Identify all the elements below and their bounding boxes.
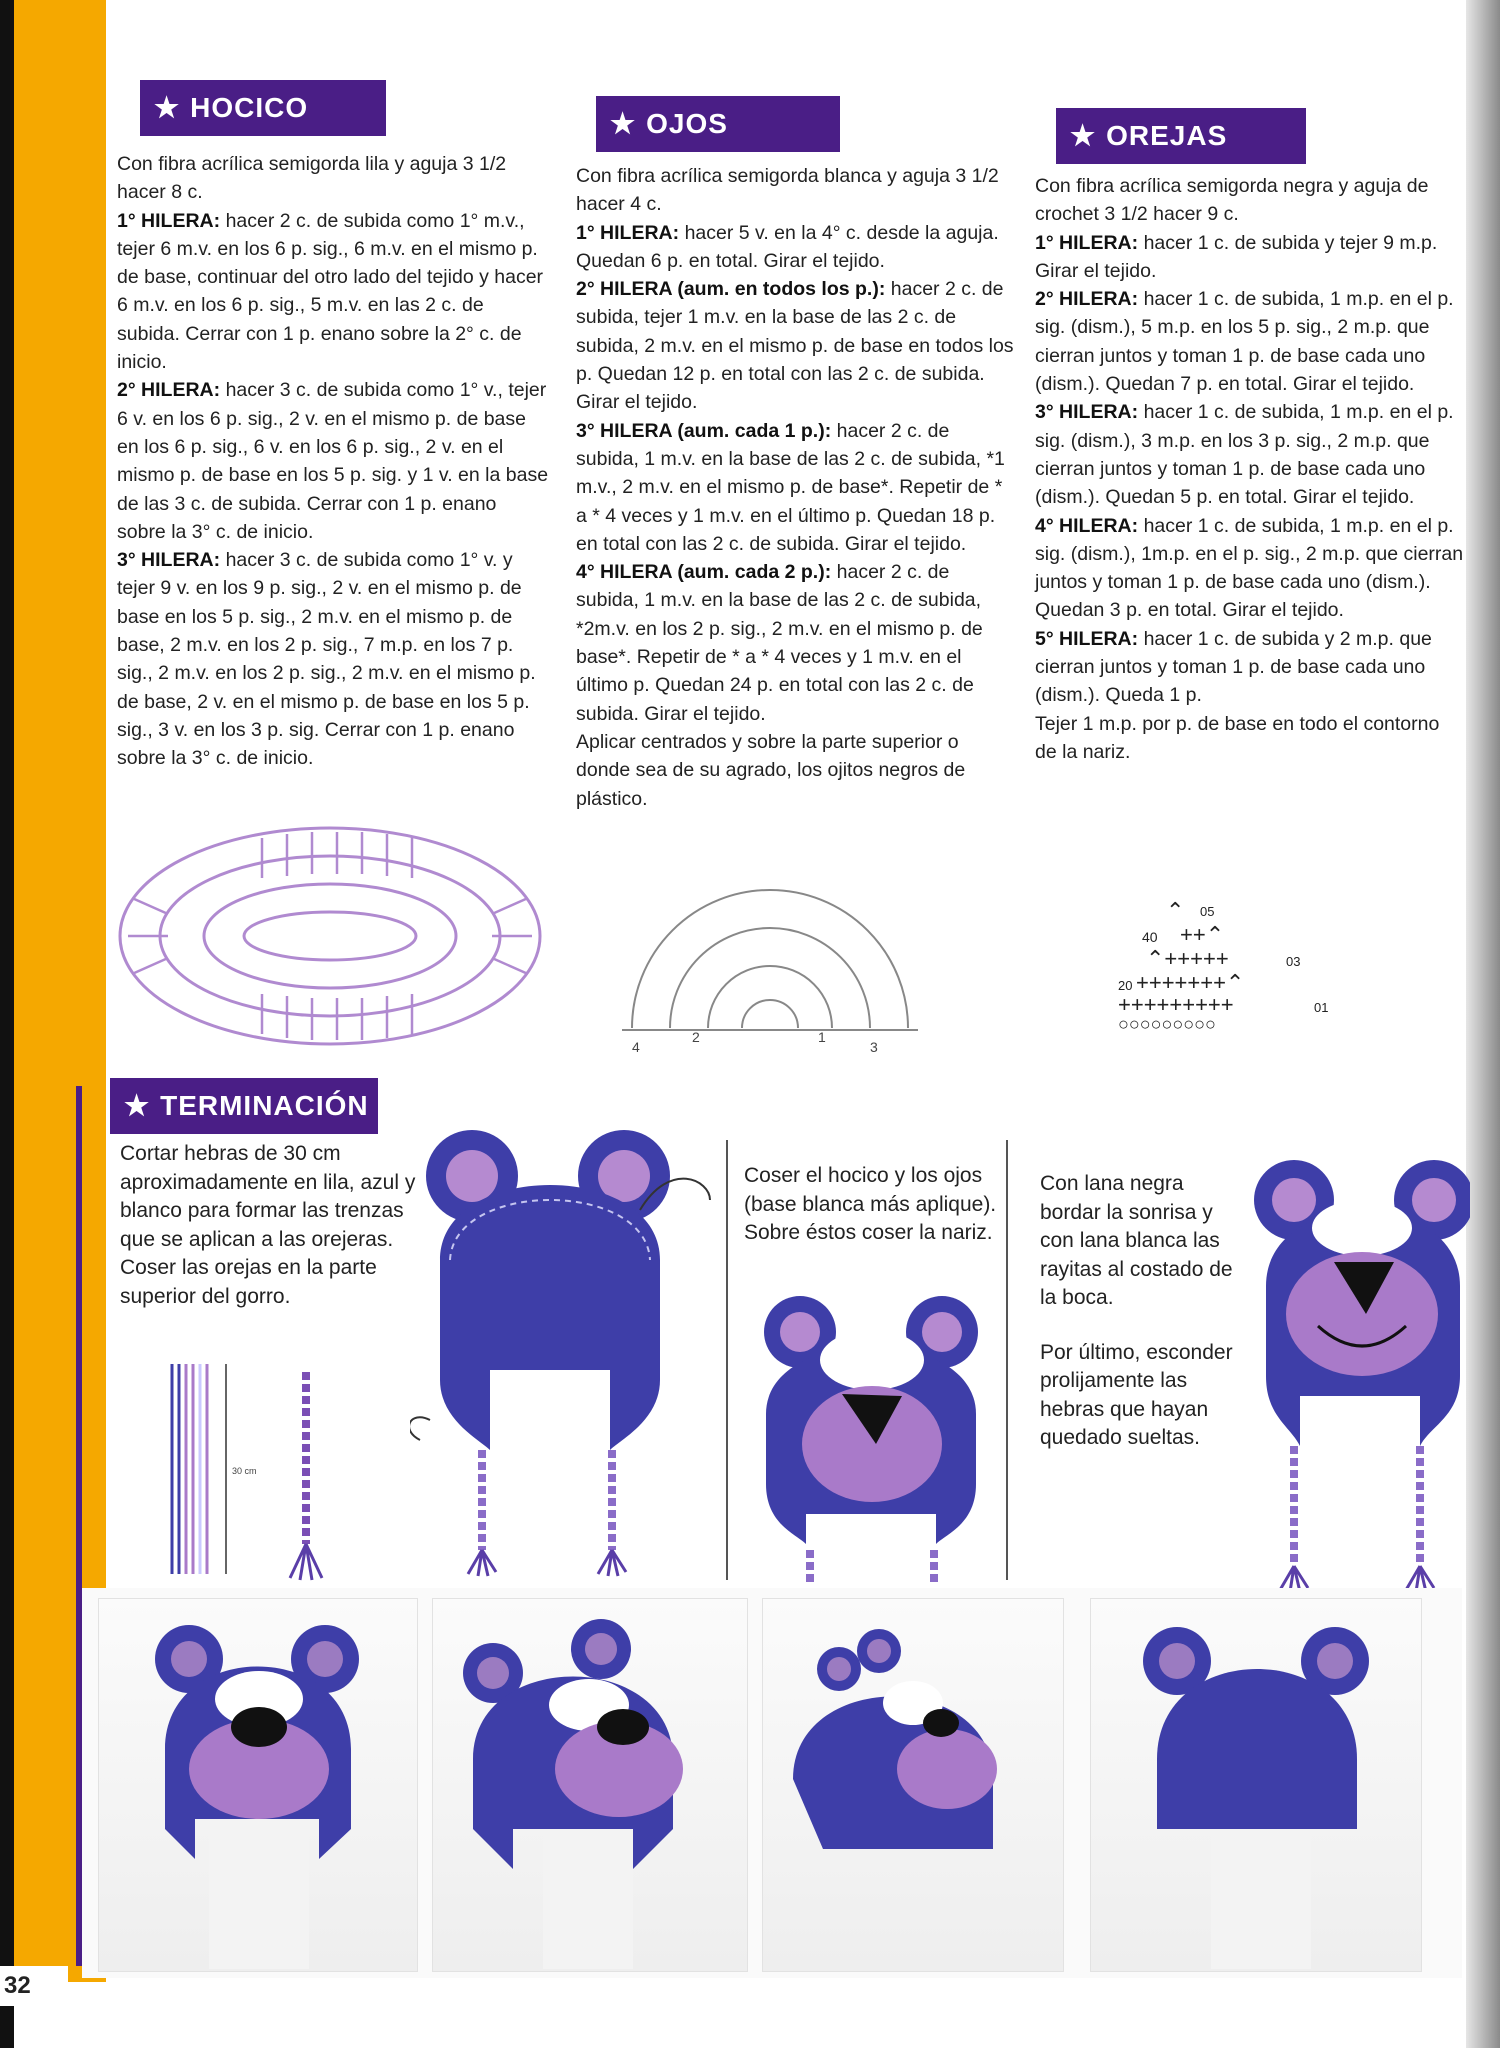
orejas-instructions [1035, 172, 1465, 766]
orejas-row-2: 2° HILERA: hacer 1 c. de subida, 1 m.p. en el p. sig. (dism.), 5 m.p. en los 5 p. sig., 2 m.p. que cierran juntos y toman 1 p. de base cada uno (dism.). Quedan 7 p. en total. Girar el tejido. [1035, 288, 1454, 396]
terminacion-header [110, 1078, 378, 1134]
chart-row1-marks: +++++++++ [1118, 992, 1234, 1017]
hat-finished-illustration [1250, 1146, 1470, 1606]
hocico-title: HOCICO [190, 92, 309, 123]
orejas-row-4: 4° HILERA: hacer 1 c. de subida, 1 m.p. en el p. sig. (dism.), 1m.p. en el p. sig., 2 m.p. que cierran juntos y toman 1 p. de base cada uno (dism.). Quedan 3 p. en total. Girar el tejido. [1035, 514, 1464, 622]
ojos-intro: Con fibra acrílica semigorda blanca y aguja 3 1/2 hacer 4 c. [576, 165, 999, 216]
chart-row5-mark: ⌃ [1166, 900, 1185, 923]
photo-side-right [762, 1598, 1064, 1972]
hat-photo-side-left [433, 1599, 747, 1971]
terminacion-title: TERMINACIÓN [160, 1090, 369, 1121]
ojos-outro: Aplicar centrados y sobre la parte superior o donde sea de su agrado, los ojitos negros de plástico. [576, 730, 966, 810]
book-spine [0, 0, 14, 2048]
hocico-instructions [117, 150, 549, 773]
star-icon: ★ [610, 108, 637, 139]
orejas-chart-label-03: 03 [1286, 954, 1301, 969]
terminacion-step-1 [120, 1140, 420, 1311]
ojos-crochet-chart [612, 878, 928, 1058]
yarn-length-label: 30 cm [232, 1466, 257, 1476]
hat-photo-back [1091, 1599, 1421, 1971]
hat-face-illustration [746, 1284, 996, 1594]
ojos-header [596, 96, 840, 152]
step-1-text: Cortar hebras de 30 cm aproximadamente en lila, azul y blanco para formar las trenzas que se aplican a las orejeras. [120, 1142, 416, 1251]
orejas-intro: Con fibra acrílica semigorda negra y aguja de crochet 3 1/2 hacer 9 c. [1035, 175, 1429, 226]
step-divider-1 [726, 1140, 728, 1580]
orejas-chart-label-20: 20 [1118, 978, 1133, 993]
ojos-instructions [576, 162, 1016, 813]
orejas-header [1056, 108, 1306, 164]
hat-ears-illustration [410, 1120, 730, 1590]
ojos-row-1: 1° HILERA: hacer 5 v. en la 4° c. desde la aguja. Quedan 6 p. en total. Girar el tejido. [576, 221, 999, 272]
photo-back [1090, 1598, 1422, 1972]
photo-side-left [432, 1598, 748, 1972]
step-divider-2 [1006, 1140, 1008, 1580]
orejas-row-3: 3° HILERA: hacer 1 c. de subida, 1 m.p. en el p. sig. (dism.), 3 m.p. en los 3 p. sig., 2 m.p. que cierran juntos y toman 1 p. de base cada uno (dism.). Quedan 5 p. en total. Girar el tejido. [1035, 401, 1454, 509]
ojos-chart-label-2: 2 [692, 1029, 700, 1045]
ojos-row-3: 3° HILERA (aum. cada 1 p.): hacer 2 c. de subida, 1 m.v. en la base de las 2 c. de subida, *1 m.v., 2 m.v. en el mismo p. de base*. Repetir de * a * 4 veces y 1 m.v. en el último p. Quedan 18 p. en total con las 2 c. de subida. Girar el tejido. [576, 419, 1005, 555]
hocico-intro: Con fibra acrílica semigorda lila y aguja 3 1/2 hacer 8 c. [117, 153, 507, 204]
ojos-title: OJOS [646, 108, 728, 139]
chart-row3-marks: ⌃+++++ [1146, 946, 1229, 971]
star-icon: ★ [154, 92, 181, 123]
hat-photo-side-right [763, 1599, 1063, 1971]
hocico-row-2: 2° HILERA: hacer 3 c. de subida como 1° v., tejer 6 v. en los 6 p. sig., 2 v. en el mismo p. de base en los 6 p. sig., 6 v. en los 6 p. sig., 2 v. en el mismo p. de base en los 5 p. sig. y 1 v. en la base de las 3 c. de subida. Cerrar con 1 p. enano sobre la 3° c. de inicio. [117, 379, 549, 543]
hocico-header [140, 80, 386, 136]
photo-front [98, 1598, 418, 1972]
step-1b-text: Coser las orejas en la parte superior del gorro. [120, 1256, 377, 1308]
hocico-crochet-chart [112, 818, 548, 1054]
ojos-chart-label-3: 3 [870, 1039, 878, 1055]
chart-chain-marks: ○○○○○○○○○ [1118, 1014, 1216, 1034]
star-icon: ★ [124, 1090, 151, 1121]
chart-row4-marks: ++⌃ [1180, 922, 1225, 947]
terminacion-step-2: Coser el hocico y los ojos (base blanca más aplique). Sobre éstos coser la nariz. [744, 1164, 997, 1244]
ojos-chart-label-1: 1 [818, 1029, 826, 1045]
hocico-row-3: 3° HILERA: hacer 3 c. de subida como 1° v. y tejer 9 v. en los 9 p. sig., 2 v. en el mismo p. de base en los 5 p. sig., 2 m.v. en el mismo p. de base, 2 m.v. en los 2 p. sig., 7 m.p. en los 7 p. sig., 2 m.v. en los 2 p. sig., 2 m.v. en el mismo p. de base, 2 v. en el mismo p. de base en los 5 p. sig., 3 v. en los 3 p. sig. Cerrar con 1 p. enano sobre la 3° c. de inicio. [117, 549, 536, 770]
ojos-row-4: 4° HILERA (aum. cada 2 p.): hacer 2 c. de subida, 1 m.v. en la base de las 2 c. de subida, *2m.v. en los 2 p. sig., 2 m.v. en el mismo p. de base*. Repetir de * a * 4 veces y 1 m.v. en el último p. Quedan 24 p. en total con las 2 c. de subida. Girar el tejido. [576, 561, 983, 725]
hat-photo-front [99, 1599, 417, 1971]
step-3-text: Con lana negra bordar la sonrisa y con lana blanca las rayitas al costado de la boca. [1040, 1172, 1233, 1309]
orejas-chart-label-05: 05 [1200, 904, 1215, 919]
orejas-row-5: 5° HILERA: hacer 1 c. de subida y 2 m.p. que cierran juntos y toman 1 p. de base cada uno (dism.). Queda 1 p. [1035, 627, 1432, 707]
terminacion-step-3 [1040, 1170, 1250, 1453]
orejas-crochet-chart [1104, 900, 1344, 1040]
star-icon: ★ [1070, 120, 1097, 151]
orejas-outro: Tejer 1 m.p. por p. de base en todo el contorno de la nariz. [1035, 712, 1440, 763]
orejas-chart-label-40: 40 [1142, 929, 1158, 945]
step-4-text: Por último, esconder prolijamente las hebras que hayan quedado sueltas. [1040, 1340, 1233, 1449]
ojos-chart-label-4: 4 [632, 1039, 640, 1055]
orejas-title: OREJAS [1106, 120, 1228, 151]
page-gutter-shadow [1466, 0, 1500, 2048]
page-number: 32 [0, 1966, 68, 2006]
chart-row2-marks: +++++++⌃ [1136, 970, 1245, 995]
bottom-margin [14, 1982, 1466, 2048]
ojos-row-2: 2° HILERA (aum. en todos los p.): hacer 2 c. de subida, tejer 1 m.v. en la base de las 2 c. de subida, 2 m.v. en el mismo p. de base en todos los p. Quedan 12 p. en total con las 2 c. de subida. Girar el tejido. [576, 278, 1014, 414]
hocico-row-1: 1° HILERA: hacer 2 c. de subida como 1° m.v., tejer 6 m.v. en los 6 p. sig., 6 m.v. en el mismo p. de base, continuar del otro lado del tejido y hacer 6 m.v. en los 6 p. sig., 5 m.v. en las 2 c. de subida. Cerrar con 1 p. enano sobre la 2° c. de inicio. [117, 209, 544, 374]
yarn-strands-illustration [166, 1358, 326, 1590]
orejas-chart-label-01: 01 [1314, 1000, 1329, 1015]
orejas-row-1: 1° HILERA: hacer 1 c. de subida y tejer 9 m.p. Girar el tejido. [1035, 231, 1438, 282]
